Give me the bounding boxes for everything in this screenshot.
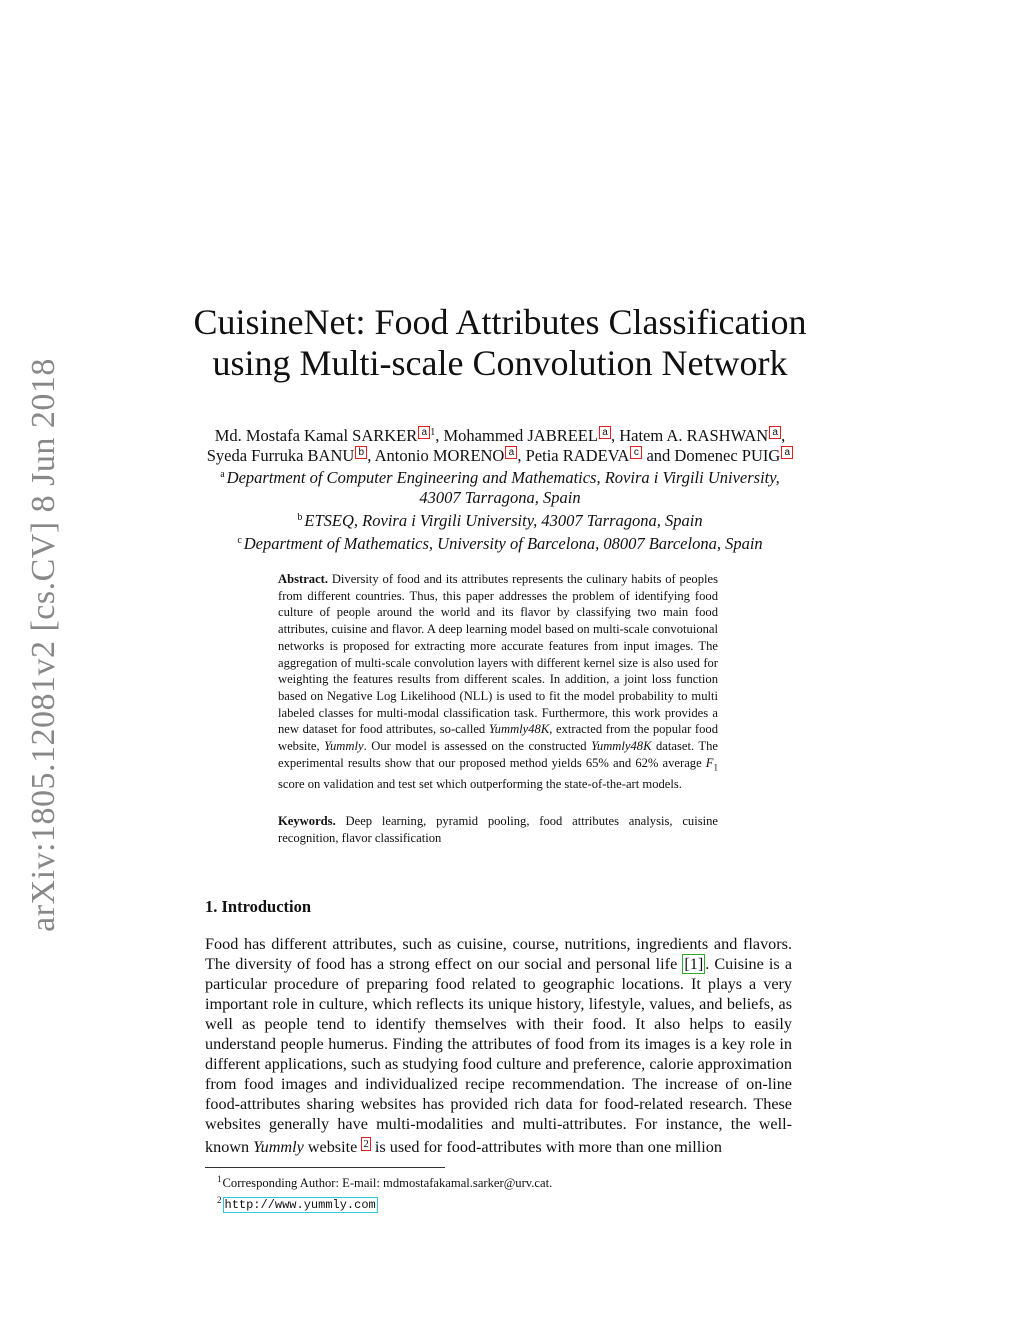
author-line-2 — [150, 446, 850, 466]
footnotes — [217, 1171, 552, 1214]
affiliation-link[interactable]: a — [781, 446, 793, 459]
f-score-subscript: 1 — [713, 762, 718, 773]
intro-text: website — [303, 1138, 362, 1156]
website-name: Yummly — [253, 1138, 304, 1156]
footnote-divider — [205, 1167, 445, 1168]
footnote-mark: 1 — [430, 427, 436, 438]
dataset-name: Yummly48K — [591, 739, 652, 754]
affiliation-c — [150, 531, 850, 554]
author-line-1 — [150, 423, 850, 446]
citation-bracket: ] — [697, 955, 704, 973]
affiliation-link[interactable]: c — [630, 446, 642, 459]
affiliation-a — [150, 465, 850, 488]
affiliation-b — [150, 508, 850, 531]
affiliation-link[interactable]: a — [599, 426, 611, 439]
title-line-1: CuisineNet: Food Attributes Classification — [193, 302, 807, 342]
dataset-name: Yummly48K — [488, 722, 550, 737]
abstract-label: Abstract. — [278, 572, 329, 586]
author-name: Md. Mostafa Kamal SARKER — [214, 426, 418, 445]
abstract-text: dataset. The experimental results show that our proposed method yields 65% and 62% average — [278, 739, 718, 770]
abstract-text: . Our model is assessed on the constructed — [363, 739, 592, 754]
citation-link[interactable] — [682, 954, 705, 974]
affiliation-link[interactable]: a — [505, 446, 517, 459]
affiliation-link[interactable]: a — [769, 426, 781, 439]
intro-text: . Cuisine is a particular procedure of preparing food related to geographic locations. It plays a very important role in culture, which reflects its unique history, lifestyle, values, and beliefs, as well as people tend to identify themselves with their food. It also helps to easily understand people humerus. Finding the attributes of food from its images is a key role in different applications, such as studying food culture and preference, calorie approximation from food images and individualized recipe recommendation. The increase of on-line food-attributes sharing websites has provided rich data for food-related research. These websites generally have multi-modalities and multi-attributes. For instance, the well-known — [205, 955, 793, 1156]
abstract — [278, 571, 718, 793]
abstract-text: Diversity of food and its attributes represents the culinary habits of peoples from different countries. Thus, this paper addresses the problem of identifying food culture of people around the world and its flavor by classifying two main food attributes, cuisine and flavor. A deep learning model based on multi-scale convotuional networks is proposed for extracting more accurate features from input images. The aggregation of multi-scale convolution layers with different kernel size is also used for weighting the features results from different scales. In addition, a joint loss function based on Negative Log Likelihood (NLL) is used to fit the model probability to multi labeled classes for multi-modal classification task. Furthermore, this work provides a new dataset for food attributes, so-called — [278, 572, 718, 737]
affiliation-text: Department of Mathematics, University of Barcelona, 08007 Barcelona, Spain — [243, 534, 763, 553]
affiliation-mark: a — [220, 469, 225, 480]
author-name: , Mohammed JABREEL — [435, 426, 598, 445]
footnote-number: 1 — [217, 1174, 222, 1184]
affiliations — [150, 465, 850, 554]
abstract-text: , extracted from the popular food website, — [278, 722, 718, 754]
paper-title — [150, 302, 850, 384]
affiliation-link[interactable]: b — [355, 446, 367, 459]
intro-text: is used for food-attributes with more than one million — [370, 1138, 722, 1156]
author-name: , Antonio MORENO — [367, 446, 505, 465]
footnote-2 — [217, 1192, 552, 1214]
introduction-paragraph — [205, 934, 792, 1157]
keywords-label: Keywords. — [278, 814, 336, 828]
arxiv-identifier — [18, 360, 70, 930]
affiliation-mark: b — [297, 512, 303, 523]
affiliation-text: ETSEQ, Rovira i Virgili University, 43007 Tarragona, Spain — [304, 511, 703, 530]
affiliation-text: Department of Computer Engineering and Mathematics, Rovira i Virgili University, — [226, 468, 780, 487]
footnote-text: Corresponding Author: E-mail: mdmostafakamal.sarker@urv.cat. — [222, 1176, 553, 1190]
keywords — [278, 813, 718, 846]
author-name: and Domenec PUIG — [642, 446, 781, 465]
website-name: Yummly — [324, 739, 364, 754]
keywords-text: Deep learning, pyramid pooling, food attributes analysis, cuisine recognition, flavor classification — [278, 814, 718, 845]
f-score-symbol: F — [705, 755, 714, 770]
citation-number: 1 — [689, 955, 698, 973]
author-list — [150, 423, 850, 466]
author-name: , Hatem A. RASHWAN — [610, 426, 769, 445]
citation-bracket: [ — [684, 955, 690, 973]
title-line-2: using Multi-scale Convolution Network — [212, 343, 788, 383]
arxiv-identifier-text: arXiv:1805.12081v2 [cs.CV] 8 Jun 2018 — [25, 358, 63, 932]
author-name: Syeda Furruka BANU — [206, 446, 355, 465]
author-name: , Petia RADEVA — [517, 446, 630, 465]
abstract-text: score on validation and test set which outperforming the state-of-the-art models. — [278, 776, 682, 791]
author-separator: , — [781, 426, 786, 445]
affiliation-mark: c — [237, 535, 242, 546]
footnote-link[interactable]: 2 — [363, 1138, 369, 1150]
footnote-url-link[interactable]: http://www.yummly.com — [224, 1198, 376, 1212]
affiliation-a-line-2: 43007 Tarragona, Spain — [419, 488, 581, 507]
footnote-number: 2 — [217, 1195, 222, 1205]
intro-text: Food has different attributes, such as cuisine, course, nutritions, ingredients and flavors. The diversity of food has a strong effect on our social and personal life — [205, 935, 792, 973]
affiliation-link[interactable]: a — [418, 426, 430, 439]
section-heading: 1. Introduction — [205, 897, 312, 916]
footnote-1 — [217, 1171, 552, 1192]
